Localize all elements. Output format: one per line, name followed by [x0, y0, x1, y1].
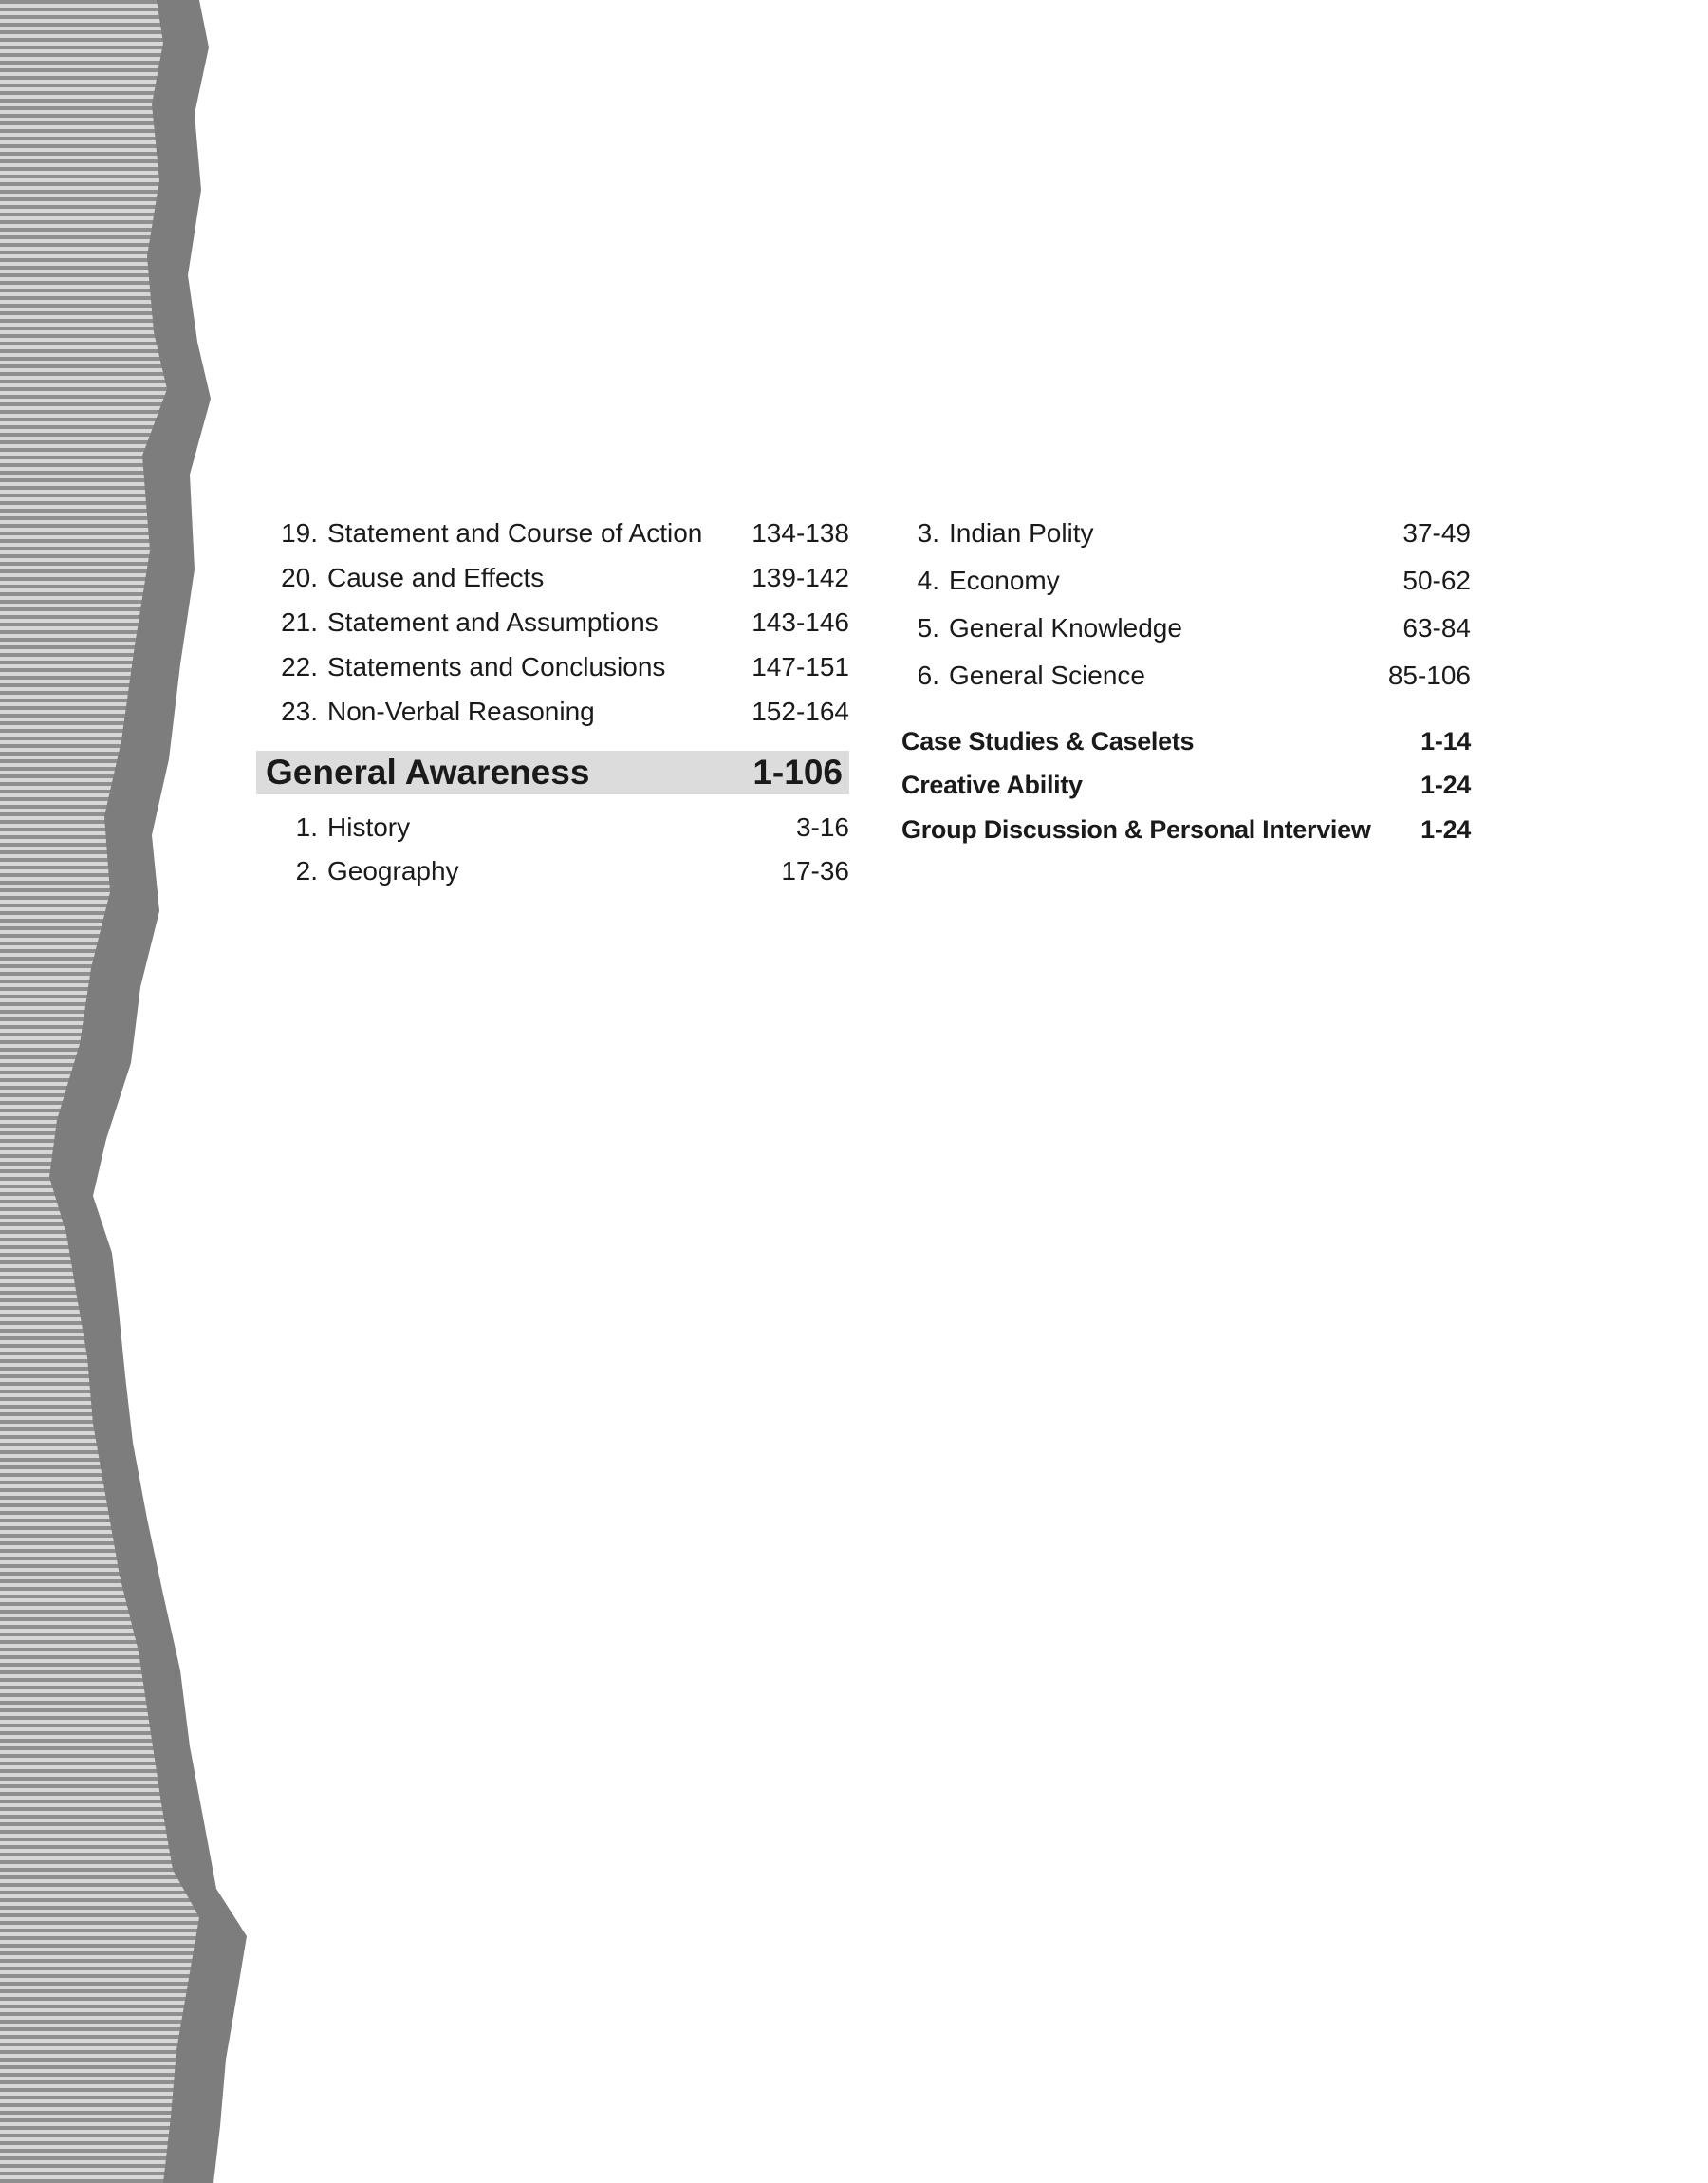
- toc-bold-entry[interactable]: [901, 808, 1471, 851]
- toc-entry[interactable]: [901, 606, 1471, 650]
- entry-pages: 143-146: [752, 607, 849, 637]
- toc-entry[interactable]: [901, 654, 1471, 698]
- entry-number: 23.: [281, 697, 318, 726]
- entry-number: 6.: [917, 661, 939, 690]
- entry-title: Group Discussion & Personal Interview: [901, 815, 1371, 844]
- entry-pages: 3-16: [795, 812, 849, 842]
- toc-entry[interactable]: [280, 512, 849, 555]
- entry-pages: 1-24: [1420, 771, 1471, 799]
- entry-pages: 17-36: [781, 856, 849, 886]
- entry-pages: 37-49: [1402, 518, 1471, 548]
- entry-pages: 147-151: [752, 652, 849, 681]
- entry-title: History: [327, 812, 411, 842]
- toc-bold-entry[interactable]: [901, 719, 1471, 763]
- entry-title: General Knowledge: [949, 613, 1182, 643]
- entry-number: 22.: [281, 652, 318, 681]
- entry-pages: 139-142: [752, 563, 849, 592]
- toc-entry[interactable]: [280, 690, 849, 734]
- entry-number: 1.: [295, 812, 318, 842]
- entry-number: 20.: [281, 563, 318, 592]
- entry-number: 3.: [917, 518, 939, 548]
- entry-title: Statement and Assumptions: [327, 607, 659, 637]
- entry-number: 19.: [281, 518, 318, 548]
- section-pages: 1-106: [752, 753, 843, 792]
- entry-number: 4.: [917, 566, 939, 595]
- entry-title: General Science: [949, 661, 1146, 690]
- entry-title: Economy: [949, 566, 1060, 595]
- entry-number: 5.: [917, 613, 939, 643]
- toc-entry[interactable]: [280, 645, 849, 689]
- entry-pages: 1-24: [1420, 815, 1471, 844]
- entry-title: Statements and Conclusions: [327, 652, 666, 681]
- toc-entry[interactable]: [901, 512, 1471, 555]
- torn-paper-strip: [0, 0, 285, 2183]
- entry-pages: 50-62: [1402, 566, 1471, 595]
- entry-number: 21.: [281, 607, 318, 637]
- entry-title: Statement and Course of Action: [327, 518, 703, 548]
- entry-number: 2.: [295, 856, 318, 886]
- entry-pages: 134-138: [752, 518, 849, 548]
- toc-entry[interactable]: [280, 556, 849, 600]
- section-title: General Awareness: [266, 753, 590, 792]
- entry-title: Cause and Effects: [327, 563, 545, 592]
- entry-pages: 85-106: [1387, 661, 1471, 690]
- entry-pages: 1-14: [1420, 727, 1471, 756]
- toc-bold-entry[interactable]: [901, 763, 1471, 807]
- entry-title: Indian Polity: [949, 518, 1094, 548]
- entry-title: Geography: [327, 856, 459, 886]
- entry-title: Creative Ability: [901, 771, 1083, 799]
- toc-entry[interactable]: [901, 559, 1471, 603]
- entry-pages: 152-164: [752, 697, 849, 726]
- toc-entry[interactable]: [280, 806, 849, 849]
- entry-pages: 63-84: [1402, 613, 1471, 643]
- section-heading-general-awareness[interactable]: [256, 751, 849, 794]
- entry-title: Non-Verbal Reasoning: [327, 697, 595, 726]
- toc-entry[interactable]: [280, 849, 849, 893]
- toc-entry[interactable]: [280, 601, 849, 644]
- entry-title: Case Studies & Caselets: [901, 727, 1195, 756]
